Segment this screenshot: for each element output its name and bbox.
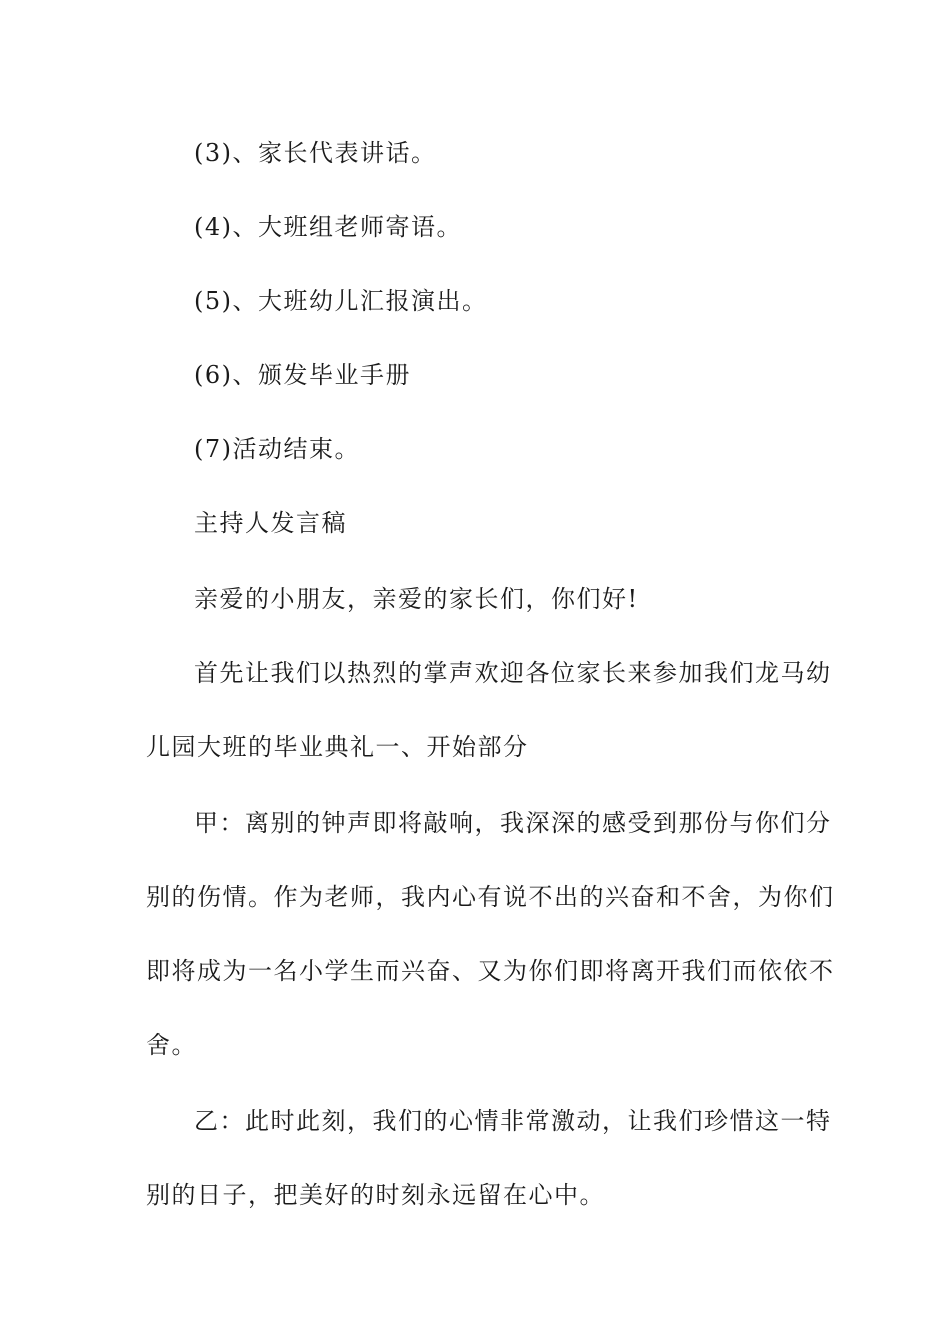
section-heading: 主持人发言稿: [194, 509, 347, 537]
paragraph-line: 儿园大班的毕业典礼一、开始部分: [146, 733, 529, 761]
agenda-item-5: (5)、大班幼儿汇报演出。: [194, 287, 488, 315]
agenda-item-6: (6)、颁发毕业手册: [194, 361, 411, 389]
paragraph-line: 别的日子，把美好的时刻永远留在心中。: [146, 1181, 605, 1209]
agenda-item-7: (7)活动结束。: [194, 435, 360, 463]
paragraph-line: 甲：离别的钟声即将敲响，我深深的感受到那份与你们分: [194, 809, 832, 837]
agenda-item-4: (4)、大班组老师寄语。: [194, 213, 462, 241]
paragraph-line: 舍。: [146, 1031, 197, 1059]
paragraph-line: 首先让我们以热烈的掌声欢迎各位家长来参加我们龙马幼: [194, 659, 832, 687]
paragraph-line: 乙：此时此刻，我们的心情非常激动，让我们珍惜这一特: [194, 1107, 832, 1135]
paragraph-line: 即将成为一名小学生而兴奋、又为你们即将离开我们而依依不: [146, 957, 835, 985]
paragraph-line: 别的伤情。作为老师，我内心有说不出的兴奋和不舍，为你们: [146, 883, 835, 911]
agenda-item-3: (3)、家长代表讲话。: [194, 139, 437, 167]
greeting-paragraph: 亲爱的小朋友，亲爱的家长们，你们好!: [194, 585, 639, 613]
